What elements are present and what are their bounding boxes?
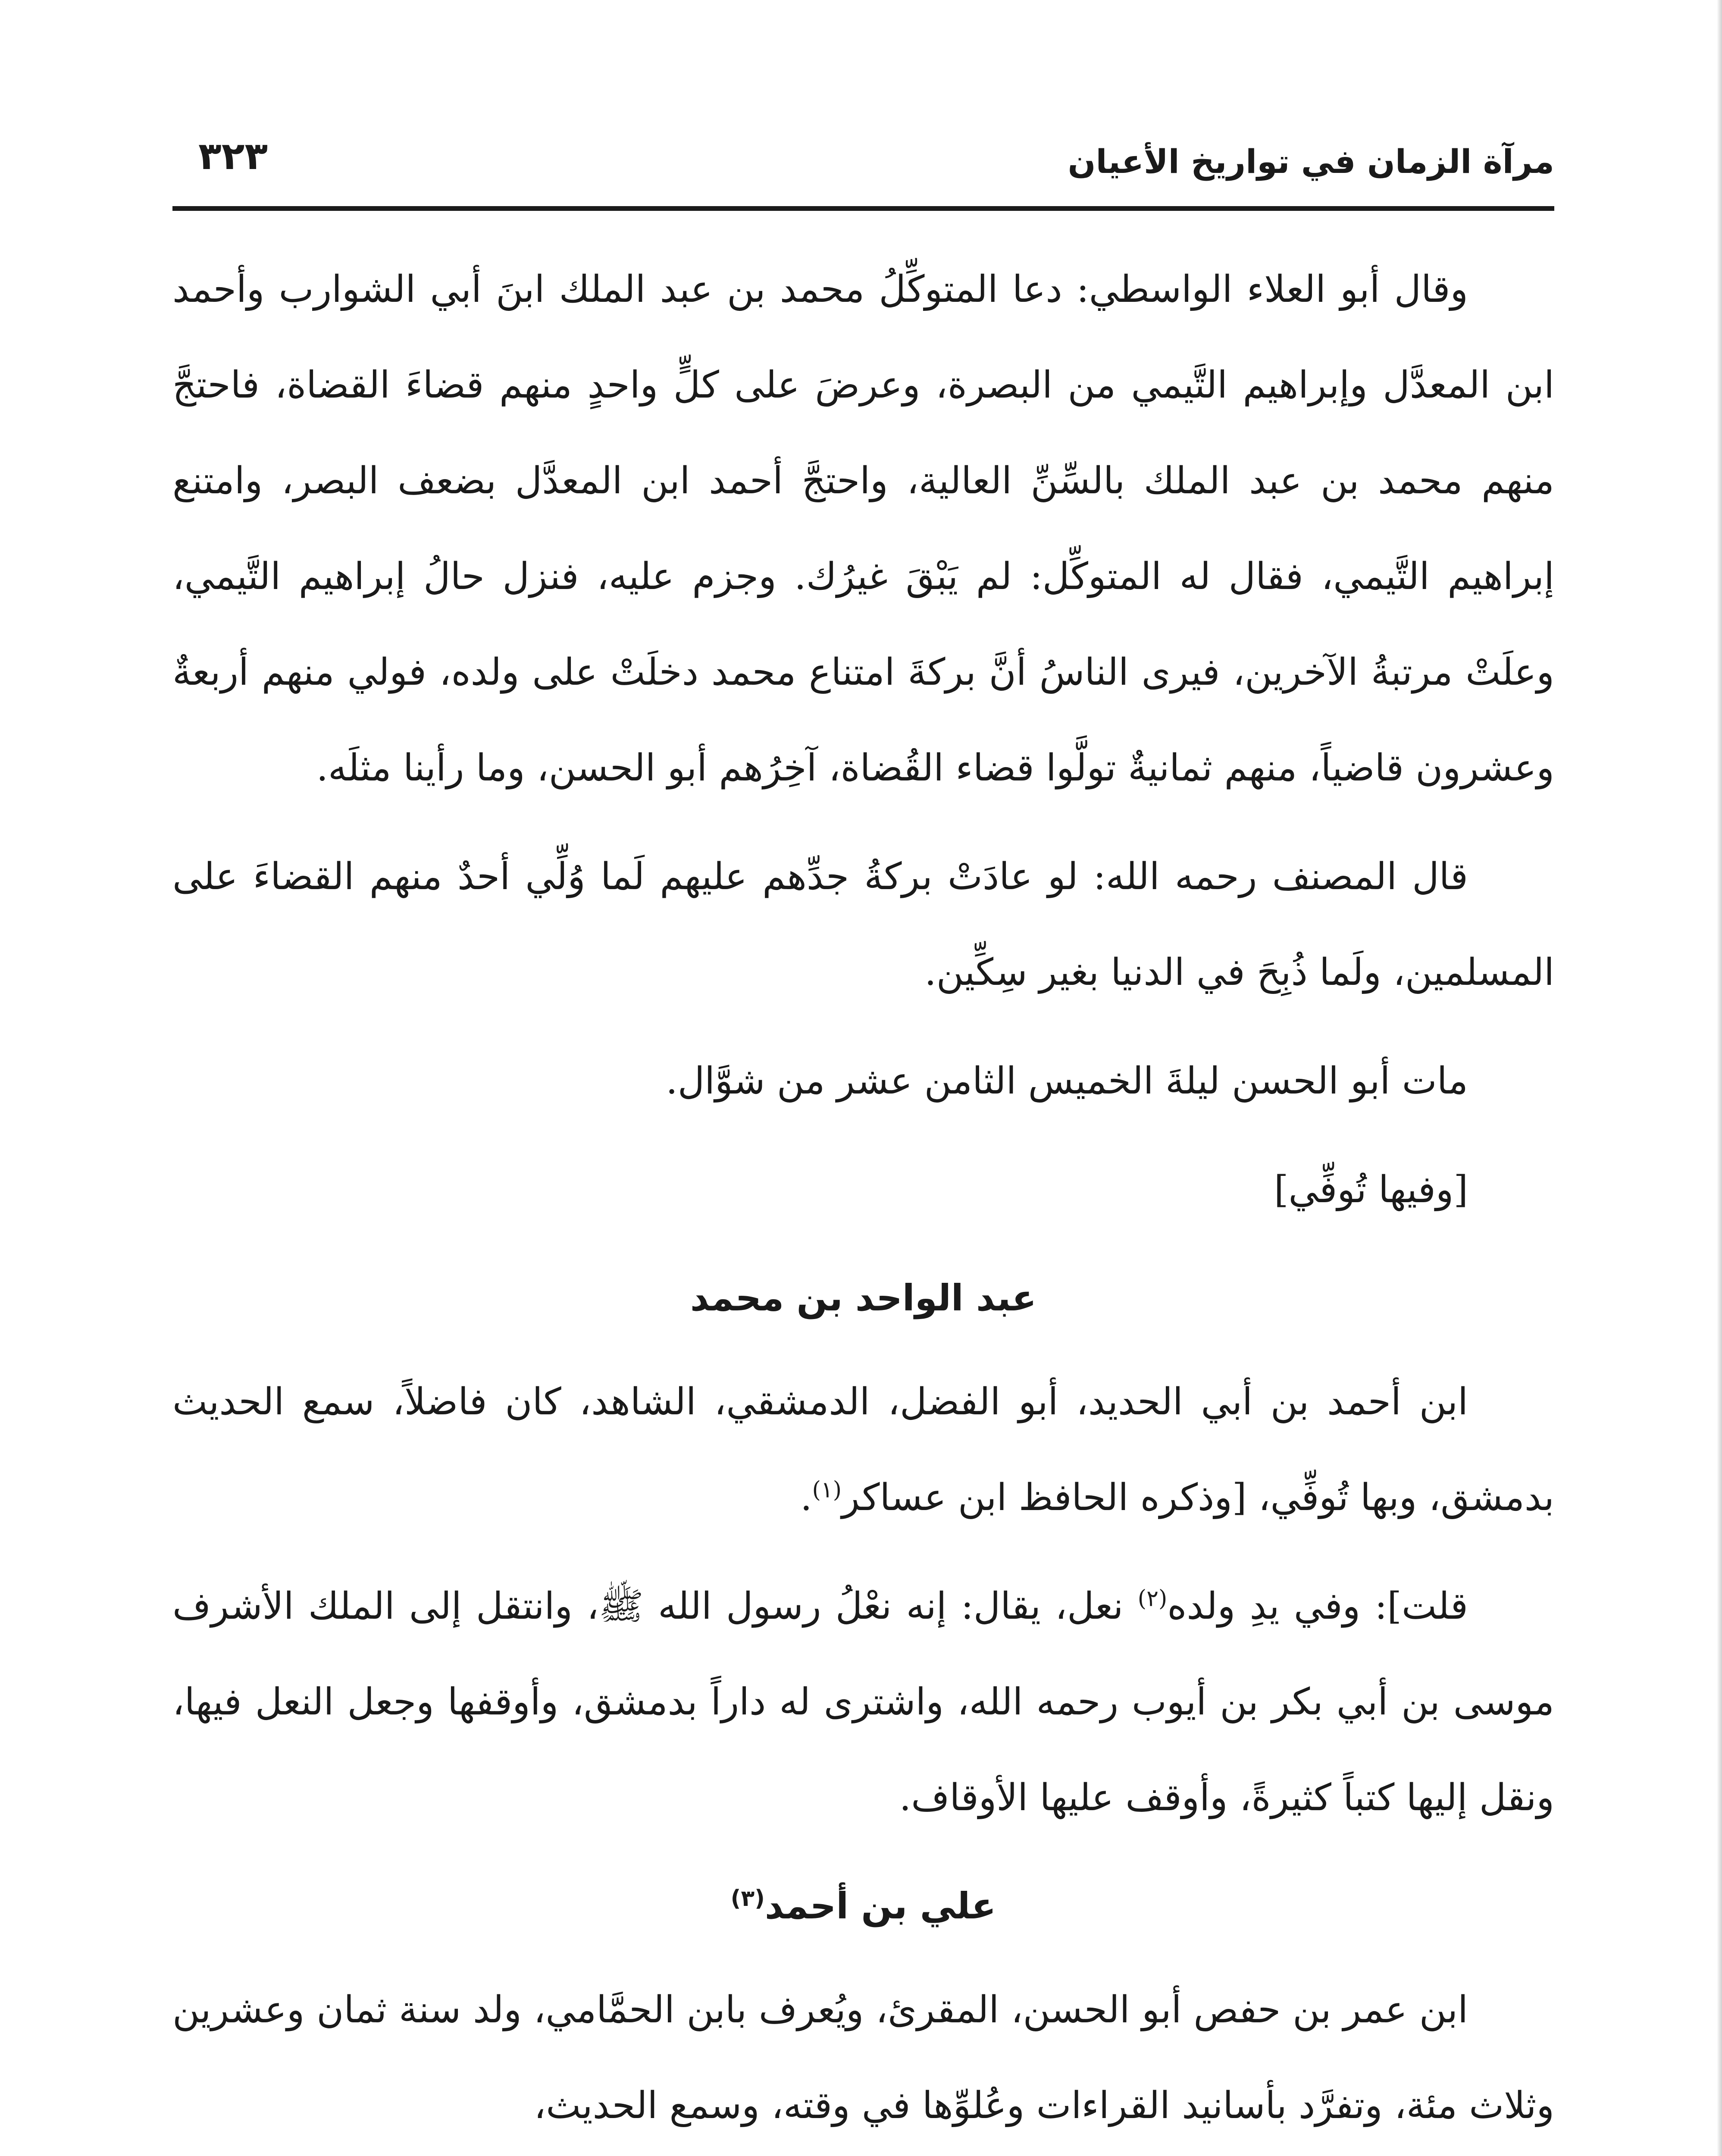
paragraph-6 — [172, 1558, 1554, 1846]
paragraph-6-rest: نعل، يقال: إنه نعْلُ رسول الله ﷺ، وانتقل إلى الملك الأشرف موسى بن أبي بكر بن أيوب رحمه الله، واشترى له داراً بدمشق، وأوقفها وجعل النعل فيها، ونقل إليها كتباً كثيرةً، وأوقف عليها الأوقاف. — [172, 1585, 1554, 1819]
paragraph-6-start: قلت]: وفي يدِ ولده — [1167, 1585, 1468, 1628]
paragraph-1: وقال أبو العلاء الواسطي: دعا المتوكِّلُ محمد بن عبد الملك ابنَ أبي الشوارب وأحمد ابن المعدَّل وإبراهيم التَّيمي من البصرة، وعرضَ على كلٍّ واحدٍ منهم قضاءَ القضاة، فاحتجَّ منهم محمد بن عبد الملك بالسِّنِّ العالية، واحتجَّ أحمد ابن المعدَّل بضعف البصر، وامتنع إبراهيم التَّيمي، فقال له المتوكِّل: لم يَبْقَ غيرُك. وجزم عليه، فنزل حالُ إبراهيم التَّيمي، وعلَتْ مرتبةُ الآخرين، فيرى الناسُ أنَّ بركةَ امتناع محمد دخلَتْ على ولده، فولي منهم أربعةٌ وعشرون قاضياً، منهم ثمانيةٌ تولَّوا قضاء القُضاة، آخِرُهم أبو الحسن، وما رأينا مثلَه. — [172, 268, 1554, 790]
paragraph-7: ابن عمر بن حفص أبو الحسن، المقرئ، ويُعرف بابن الحمَّامي، ولد سنة ثمان وعشرين وثلاث مئة، وتفرَّد بأسانيد القراءات وعُلوِّها في وقته، وسمع الحديث، — [172, 1988, 1554, 2127]
entry-title-2 — [172, 1854, 1554, 1958]
paragraph-3: مات أبو الحسن ليلةَ الخميس الثامن عشر من شوَّال. — [666, 1059, 1468, 1103]
paragraph-2: قال المصنف رحمه الله: لو عادَتْ بركةُ جدِّهم عليهم لَما وُلِّي أحدٌ منهم القضاءَ على المسلمين، ولَما ذُبِحَ في الدنيا بغير سِكِّين. — [172, 855, 1554, 994]
page-number: ٣٢٣ — [198, 134, 268, 178]
paragraph-5-text: ابن أحمد بن أبي الحديد، أبو الفضل، الدمشقي، الشاهد، كان فاضلاً، سمع الحديث بدمشق، وبها تُوفِّي، [وذكره الحافظ ابن عساكر — [172, 1380, 1554, 1519]
running-header — [172, 125, 1554, 190]
entry-title-1: عبد الواحد بن محمد — [690, 1277, 1037, 1319]
scan-edge — [1717, 0, 1722, 2156]
entry-title-2-text: علي بن أحمد — [764, 1885, 996, 1927]
footnote-ref-1: (١) — [812, 1477, 842, 1503]
paragraph-5-end: . — [800, 1476, 812, 1519]
footnote-ref-3: (٣) — [730, 1886, 765, 1912]
paragraph-5 — [172, 1354, 1554, 1545]
header-rule — [172, 206, 1554, 211]
footnote-ref-2: (٢) — [1137, 1586, 1168, 1612]
book-title: مرآة الزمان في تواريخ الأعيان — [1068, 142, 1554, 181]
main-text — [172, 241, 1554, 2153]
paragraph-4: [وفيها تُوفِّي] — [1274, 1168, 1468, 1211]
